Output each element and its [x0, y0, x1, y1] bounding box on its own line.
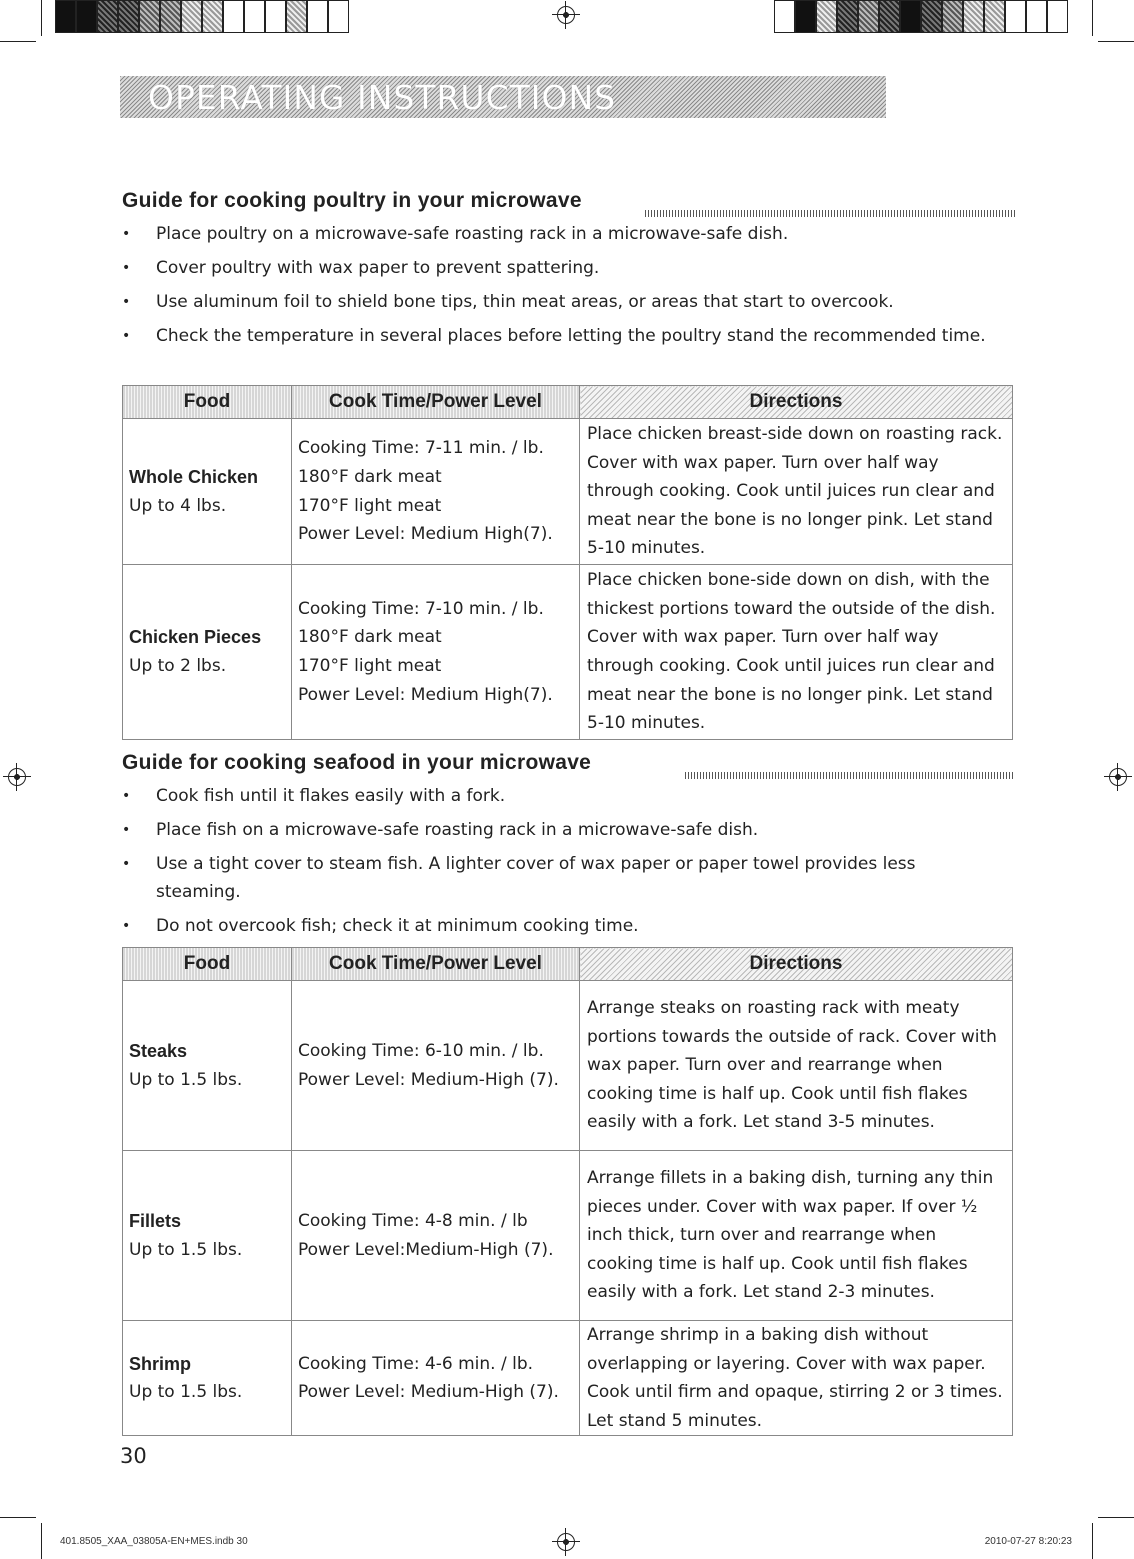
poultry-table [122, 385, 1013, 740]
poultry-section-heading [122, 189, 1015, 223]
heading-rule [685, 772, 1015, 779]
food-cell: Shrimp Up to 1.5 lbs. [123, 1321, 292, 1436]
list-item: • Cook fish until it flakes easily with a fork. [122, 786, 506, 806]
food-cell: Chicken Pieces Up to 2 lbs. [123, 565, 292, 740]
column-header: Directions [580, 948, 1013, 981]
registration-mark-icon [557, 1533, 575, 1551]
directions-cell: Arrange steaks on roasting rack with meaty portions towards the outside of rack. Cover with wax paper. Turn over and rearrange when cooking time is half up. Cook until fish flakes easily with a fork. Let stand 3-5 minutes. [580, 981, 1013, 1151]
crop-mark [1092, 0, 1093, 36]
poultry-tips-list [118, 220, 998, 356]
crop-mark [1092, 1523, 1093, 1559]
seafood-table [122, 947, 1013, 1436]
seafood-tips-list [118, 782, 998, 946]
cook-time-cell: Cooking Time: 6-10 min. / lb. Power Level: Medium-High (7). [292, 981, 580, 1151]
column-header: Food [123, 386, 292, 419]
column-header: Cook Time/Power Level [292, 948, 580, 981]
cook-time-cell: Cooking Time: 7-10 min. / lb. 180°F dark meat 170°F light meat Power Level: Medium High(7). [292, 565, 580, 740]
crop-mark [1098, 1517, 1134, 1518]
print-timestamp: 2010-07-27 8:20:23 [984, 1536, 1072, 1547]
list-item: • Check the temperature in several places before letting the poultry stand the recommended time. [122, 326, 986, 346]
table-row [123, 565, 1013, 740]
registration-mark-icon [557, 6, 575, 24]
table-row [123, 981, 1013, 1151]
list-item: • Use a tight cover to steam fish. A lighter cover of wax paper or paper towel provides less steaming. [122, 854, 916, 902]
cook-time-cell: Cooking Time: 4-8 min. / lb Power Level:Medium-High (7). [292, 1151, 580, 1321]
seafood-heading-text: Guide for cooking seafood in your microwave [122, 751, 592, 774]
directions-cell: Arrange fillets in a baking dish, turning any thin pieces under. Cover with wax paper. If over ½ inch thick, turn over and rearrange when cooking time is half up. Cook until fish flakes easily with a fork. Let stand 2-3 minutes. [580, 1151, 1013, 1321]
registration-mark-icon [8, 768, 26, 786]
cook-time-cell: Cooking Time: 4-6 min. / lb. Power Level: Medium-High (7). [292, 1321, 580, 1436]
list-item: • Place poultry on a microwave-safe roasting rack in a microwave-safe dish. [122, 224, 789, 244]
crop-mark [41, 0, 42, 36]
column-header: Food [123, 948, 292, 981]
table-row [123, 1321, 1013, 1436]
directions-cell: Place chicken bone-side down on dish, with the thickest portions toward the outside of the dish. Cover with wax paper. Turn over half way through cooking. Cook until juices run clear and meat near the bone is no longer pink. Let stand 5-10 minutes. [580, 565, 1013, 740]
crop-mark [0, 1517, 36, 1518]
table-row [123, 1151, 1013, 1321]
table-header-row [123, 948, 1013, 981]
table-header-row [123, 386, 1013, 419]
registration-mark-icon [1109, 768, 1127, 786]
column-header: Directions [580, 386, 1013, 419]
directions-cell: Arrange shrimp in a baking dish without overlapping or layering. Cover with wax paper. Cook until firm and opaque, stirring 2 or 3 times. Let stand 5 minutes. [580, 1321, 1013, 1436]
seafood-section-heading [122, 751, 1015, 785]
cook-time-cell: Cooking Time: 7-11 min. / lb. 180°F dark meat 170°F light meat Power Level: Medium High(7). [292, 419, 580, 565]
food-cell: Whole Chicken Up to 4 lbs. [123, 419, 292, 565]
page-number: 30 [120, 1444, 147, 1468]
poultry-heading-text: Guide for cooking poultry in your microwave [122, 189, 582, 212]
column-header: Cook Time/Power Level [292, 386, 580, 419]
list-item: • Use aluminum foil to shield bone tips, thin meat areas, or areas that start to overcook. [122, 292, 894, 312]
crop-mark [0, 41, 36, 42]
list-item: • Do not overcook fish; check it at minimum cooking time. [122, 916, 639, 936]
food-cell: Steaks Up to 1.5 lbs. [123, 981, 292, 1151]
directions-cell: Place chicken breast-side down on roasting rack. Cover with wax paper. Turn over half way through cooking. Cook until juices run clear and meat near the bone is no longer pink. Let stand 5-10 minutes. [580, 419, 1013, 565]
page-title: OPERATING INSTRUCTIONS [148, 78, 617, 117]
food-cell: Fillets Up to 1.5 lbs. [123, 1151, 292, 1321]
heading-rule [645, 210, 1015, 217]
list-item: • Place fish on a microwave-safe roasting rack in a microwave-safe dish. [122, 820, 759, 840]
file-slug: 401.8505_XAA_03805A-EN+MES.indb 30 [60, 1536, 248, 1547]
crop-mark [41, 1523, 42, 1559]
list-item: • Cover poultry with wax paper to prevent spattering. [122, 258, 600, 278]
crop-mark [1098, 41, 1134, 42]
table-row [123, 419, 1013, 565]
color-bar-left [55, 0, 349, 33]
color-bar-right [774, 0, 1068, 33]
